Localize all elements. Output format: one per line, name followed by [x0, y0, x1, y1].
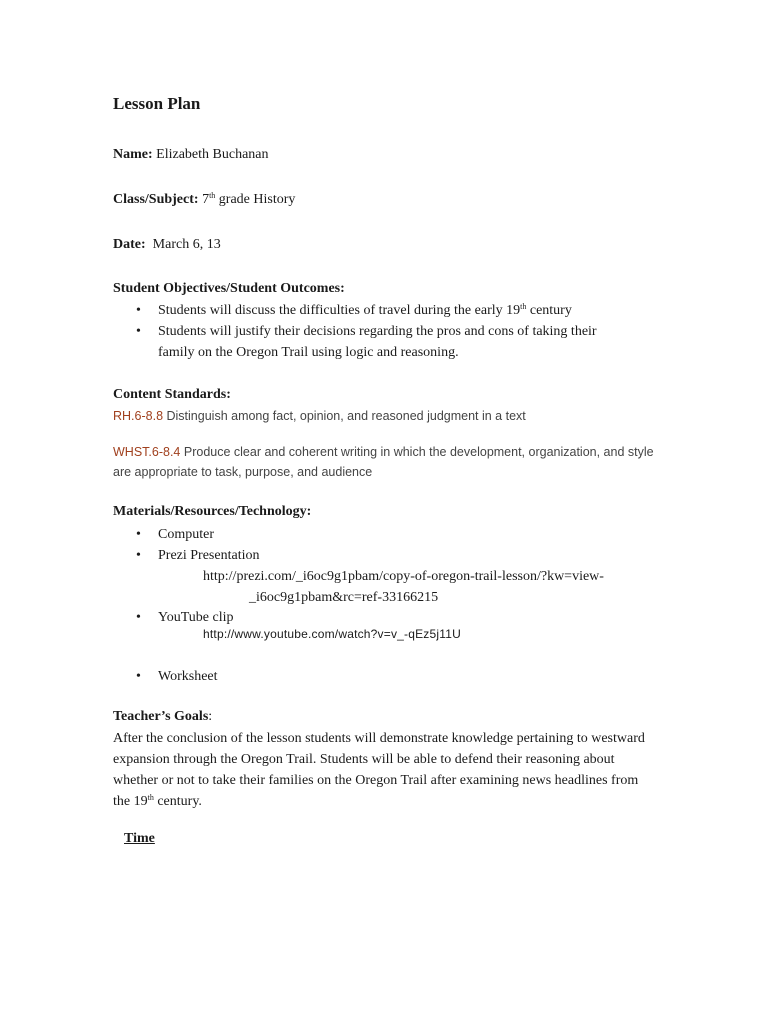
standard-code: WHST.6-8.4 [113, 445, 181, 459]
prezi-url-line2[interactable]: _i6oc9g1pbam&rc=ref-33166215 [249, 590, 439, 605]
standard-code: RH.6-8.8 [113, 409, 164, 423]
name-value: Elizabeth Buchanan [156, 147, 269, 162]
objectives-list [113, 300, 653, 363]
teachers-goals-heading: Teacher’s Goals: [113, 709, 213, 724]
bullet-icon: • [136, 669, 141, 684]
list-item: • Worksheet [113, 666, 653, 687]
name-field [113, 145, 269, 165]
teachers-goals-text: After the conclusion of the lesson students will demonstrate knowledge pertaining to westward expansion through the Oregon Trail. Students will be able to defend their reasoning about whether or not to take their families on the Oregon Trail after examining news headlines from the 19th century. [113, 731, 645, 809]
list-item: • YouTube clip [113, 607, 653, 628]
youtube-url[interactable]: http://www.youtube.com/watch?v=v_-qEz5j11U [203, 627, 461, 641]
materials-list-youtube [113, 607, 653, 628]
list-item: • Computer [113, 524, 653, 545]
time-heading: Time [124, 831, 155, 846]
bullet-icon: • [136, 303, 141, 318]
list-item: • Students will justify their decisions regarding the pros and cons of taking their family on the Oregon Trail using logic and reasoning. [113, 321, 653, 363]
bullet-icon: • [136, 548, 141, 563]
date-field [113, 235, 221, 255]
materials-list-bottom [113, 666, 653, 687]
bullet-icon: • [136, 324, 141, 339]
prezi-url-line1[interactable]: http://prezi.com/_i6oc9g1pbam/copy-of-oregon-trail-lesson/?kw=view- [203, 569, 604, 584]
class-subject-field [113, 190, 295, 210]
bullet-icon: • [136, 610, 141, 625]
class-subject-label: Class/Subject: [113, 192, 199, 207]
standard-text: Produce clear and coherent writing in which the development, organization, and style are appropriate to task, purpose, and audience [113, 445, 654, 479]
class-subject-value: 7th grade History [202, 191, 296, 207]
materials-heading: Materials/Resources/Technology: [113, 504, 312, 519]
bullet-icon: • [136, 527, 141, 542]
standard-text: Distinguish among fact, opinion, and reasoned judgment in a text [163, 409, 526, 423]
date-value: March 6, 13 [152, 237, 221, 252]
date-label: Date: [113, 237, 146, 252]
name-label: Name: [113, 147, 153, 162]
list-item: • Students will discuss the difficulties of travel during the early 19th century [113, 300, 653, 321]
standard-whst-6-8-4 [113, 442, 661, 482]
list-item: • Prezi Presentation [113, 545, 653, 566]
content-standards-heading: Content Standards: [113, 387, 231, 402]
standard-rh-6-8-8 [113, 406, 673, 426]
document-title: Lesson Plan [113, 94, 201, 113]
objectives-heading: Student Objectives/Student Outcomes: [113, 281, 345, 296]
materials-list-top [113, 524, 653, 566]
